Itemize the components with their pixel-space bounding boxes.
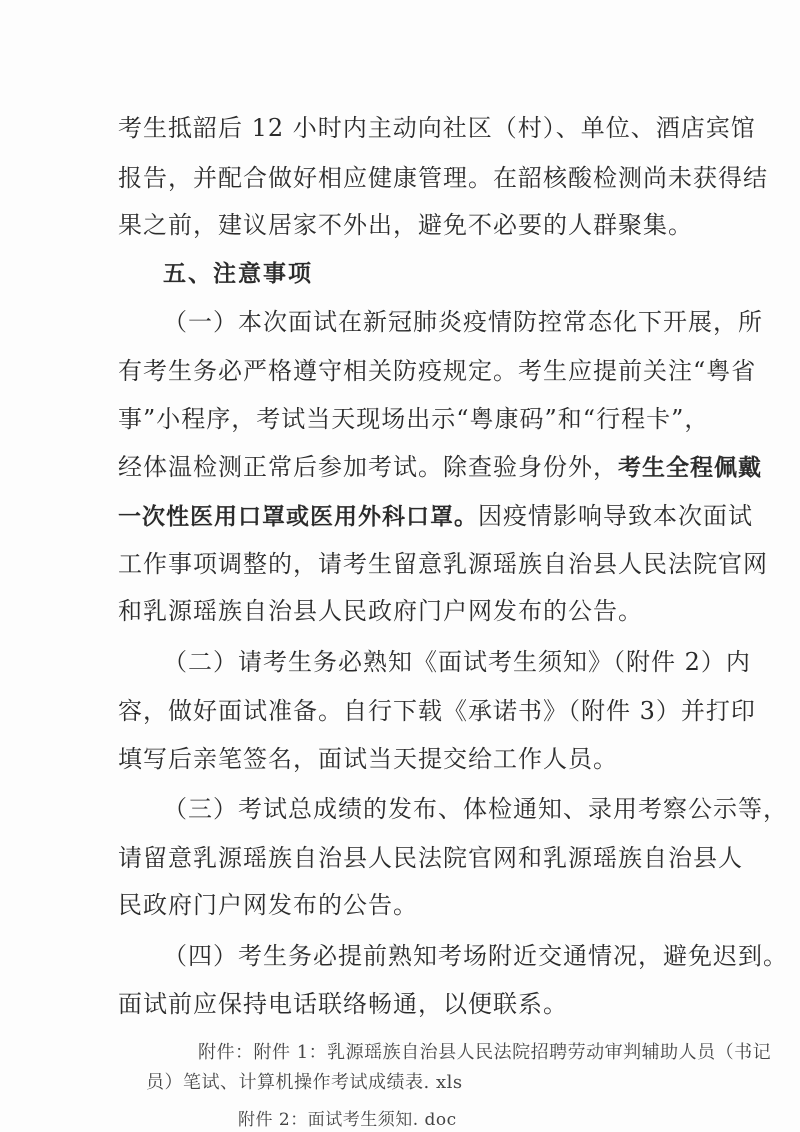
item1-line: 有考生务必严格遵守相关防疫规定。考生应提前关注“粤省 <box>118 357 757 385</box>
item2-line: 容，做好面试准备。自行下载《承诺书》（附件 3）并打印 <box>118 697 756 725</box>
paragraph-line: 报告，并配合做好相应健康管理。在韶核酸检测尚未获得结 <box>118 164 768 192</box>
item3-line: 请留意乳源瑶族自治县人民法院官网和乳源瑶族自治县人 <box>118 844 743 872</box>
item1-line <box>118 451 762 484</box>
paragraph-line: 考生抵韶后 12 小时内主动向社区（村）、单位、酒店宾馆 <box>118 114 756 142</box>
item3-line: 民政府门户网发布的公告。 <box>118 891 418 919</box>
item1-line: （一）本次面试在新冠肺炎疫情防控常态化下开展，所 <box>163 308 763 336</box>
item1-line5-normal: 因疫情影响导致本次面试 <box>478 502 753 530</box>
item4-line: （四）考生务必提前熟知考场附近交通情况，避免迟到。 <box>163 942 788 970</box>
item1-line4-bold: 考生全程佩戴 <box>618 455 762 481</box>
attachment-1-line[interactable]: 员）笔试、计算机操作考试成绩表. xls <box>146 1072 463 1093</box>
item1-line <box>118 500 753 533</box>
item2-line: 填写后亲笔签名，面试当天提交给工作人员。 <box>118 745 618 773</box>
item3-line: （三）考试总成绩的发布、体检通知、录用考察公示等， <box>163 795 788 823</box>
item1-line: 事”小程序，考试当天现场出示“粤康码”和“行程卡”， <box>118 405 710 433</box>
item1-line: 工作事项调整的，请考生留意乳源瑶族自治县人民法院官网 <box>118 550 768 578</box>
section-heading: 五、注意事项 <box>163 261 313 287</box>
attachment-2-link[interactable]: 附件 2：面试考生须知. doc <box>238 1110 457 1130</box>
item4-line: 面试前应保持电话联络畅通，以便联系。 <box>118 990 568 1018</box>
item1-line: 和乳源瑶族自治县人民政府门户网发布的公告。 <box>118 597 643 625</box>
attachment-1-line[interactable]: 附件：附件 1：乳源瑶族自治县人民法院招聘劳动审判辅助人员（书记 <box>198 1042 772 1063</box>
paragraph-line: 果之前，建议居家不外出，避免不必要的人群聚集。 <box>118 211 693 239</box>
item1-line5-bold: 一次性医用口罩或医用外科口罩。 <box>118 504 478 530</box>
item2-line: （二）请考生务必熟知《面试考生须知》（附件 2）内 <box>163 648 751 676</box>
item1-line4-normal: 经体温检测正常后参加考试。除查验身份外， <box>118 453 618 481</box>
